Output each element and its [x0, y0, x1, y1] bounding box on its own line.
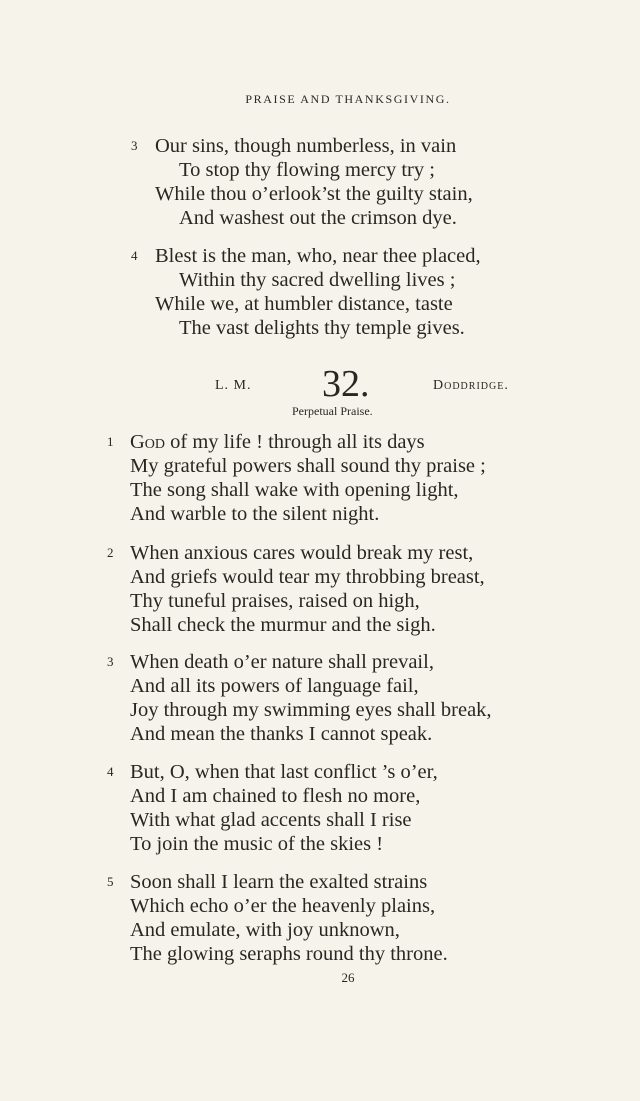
verse-line: And washest out the crimson dye.: [179, 207, 457, 229]
verse-line: Soon shall I learn the exalted strains: [130, 871, 428, 893]
verse-line: Which echo o’er the heavenly plains,: [130, 895, 436, 917]
verse-line: And mean the thanks I cannot speak.: [130, 723, 433, 745]
first-line-rest: of my life ! through all its days: [165, 431, 425, 453]
verse-line: And I am chained to flesh no more,: [130, 785, 421, 807]
verse-line-first: [130, 430, 425, 454]
verse-line: When anxious cares would break my rest,: [130, 542, 474, 564]
verse-number: 1: [107, 434, 114, 449]
verse-line: My grateful powers shall sound thy praise ;: [130, 455, 486, 477]
verse-line: With what glad accents shall I rise: [130, 809, 412, 831]
page-number: 26: [341, 970, 355, 985]
verse-line: The glowing seraphs round thy throne.: [130, 943, 448, 965]
verse-line: While thou o’erlook’st the guilty stain,: [155, 183, 473, 205]
verse-line: And emulate, with joy unknown,: [130, 919, 400, 941]
first-word-capitals: God: [130, 431, 166, 453]
verse-line: Joy through my swimming eyes shall break,: [130, 699, 492, 721]
verse-line: While we, at humbler distance, taste: [155, 293, 453, 315]
running-head: PRAISE AND THANKSGIVING.: [245, 92, 451, 106]
verse-line: Within thy sacred dwelling lives ;: [179, 269, 456, 291]
verse-number: 4: [107, 764, 114, 779]
hymn-header: [0, 364, 640, 404]
verse-line: To join the music of the skies !: [130, 833, 384, 855]
hymn-subtitle: Perpetual Praise.: [292, 404, 373, 418]
verse-number: 5: [107, 874, 114, 889]
verse-line: Thy tuneful praises, raised on high,: [130, 590, 420, 612]
verse-line: The song shall wake with opening light,: [130, 479, 459, 501]
verse-number: 3: [131, 138, 138, 153]
verse-line: Shall check the murmur and the sigh.: [130, 614, 436, 636]
hymn-number: 32.: [322, 363, 370, 405]
verse-line: And griefs would tear my throbbing breast,: [130, 566, 485, 588]
verse-number: 3: [107, 654, 114, 669]
verse-line: When death o’er nature shall prevail,: [130, 651, 434, 673]
verse-line: To stop thy flowing mercy try ;: [179, 159, 435, 181]
verse-line: And all its powers of language fail,: [130, 675, 419, 697]
verse-number: 2: [107, 545, 114, 560]
verse-line: And warble to the silent night.: [130, 503, 380, 525]
verse-line: Our sins, though numberless, in vain: [155, 135, 457, 157]
verse-number: 4: [131, 248, 138, 263]
hymn-author: Doddridge.: [433, 378, 509, 393]
verse-line: But, O, when that last conflict ’s o’er,: [130, 761, 438, 783]
verse-line: Blest is the man, who, near thee placed,: [155, 245, 481, 267]
hymn-meter: L. M.: [215, 378, 252, 393]
verse-line: The vast delights thy temple gives.: [179, 317, 465, 339]
